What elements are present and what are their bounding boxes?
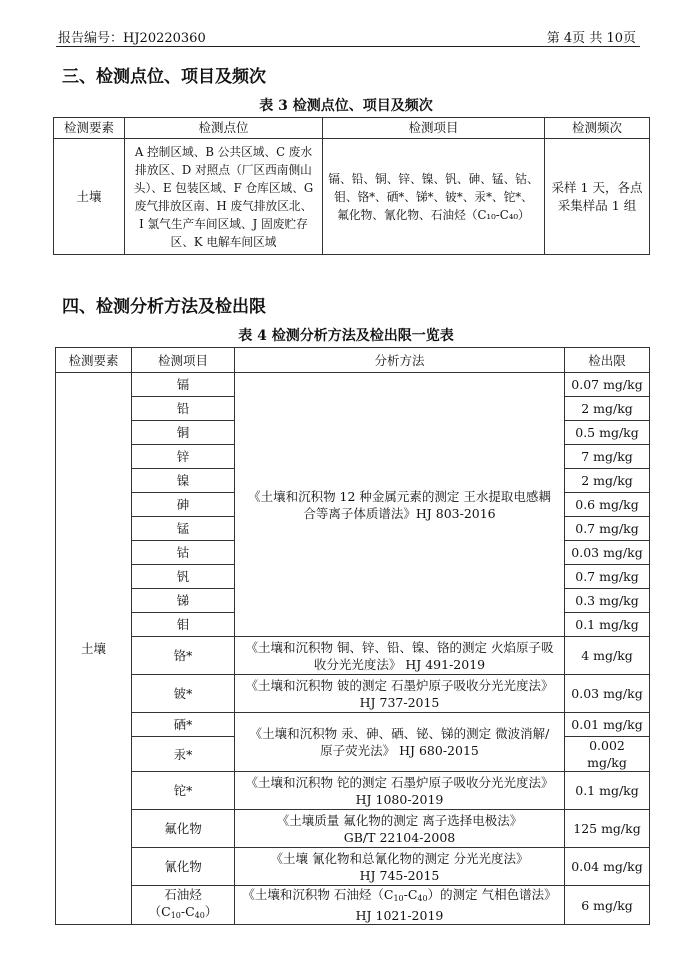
page-header [56, 24, 640, 47]
method-cell: 《土壤质量 氟化物的测定 离子选择电极法》 GB/T 22104-2008 [235, 810, 565, 848]
table-4-caption: 表 4 检测分析方法及检出限一览表 [238, 328, 454, 344]
item-cell: 镉 [132, 373, 235, 397]
section-3-heading: 三、检测点位、项目及频次 [62, 67, 266, 87]
method-cell: 《土壤 氰化物和总氰化物的测定 分光光度法》 HJ 745-2015 [235, 848, 565, 886]
limit-cell: 6 mg/kg [565, 886, 650, 925]
method-cell: 《土壤和沉积物 铊的测定 石墨炉原子吸收分光光度法》 HJ 1080-2019 [235, 772, 565, 810]
limit-cell: 0.5 mg/kg [565, 421, 650, 445]
limit-cell: 0.7 mg/kg [565, 517, 650, 541]
limit-cell: 0.03 mg/kg [565, 675, 650, 713]
limit-cell: 0.6 mg/kg [565, 493, 650, 517]
method-cell: 《土壤和沉积物 12 种金属元素的测定 王水提取电感耦 合等离子体质谱法》HJ 803-2016 [235, 373, 565, 637]
element-cell: 土壤 [56, 373, 132, 925]
limit-cell: 2 mg/kg [565, 469, 650, 493]
limit-cell: 0.03 mg/kg [565, 541, 650, 565]
method-cell: 《土壤和沉积物 铍的测定 石墨炉原子吸收分光光度法》 HJ 737-2015 [235, 675, 565, 713]
table-row [56, 675, 650, 713]
item-cell: 锰 [132, 517, 235, 541]
item-cell: 氟化物 [132, 810, 235, 848]
column-header: 检测项目 [132, 348, 235, 373]
item-cell: 砷 [132, 493, 235, 517]
frequency-cell: 采样 1 天，各点 采集样品 1 组 [545, 139, 650, 255]
items-cell: 镉、铅、铜、锌、镍、钒、砷、锰、钴、 钼、铬*、硒*、锑*、铍*、汞*、铊*、 氟化物、氰化物、石油烃（C₁₀-C₄₀） [323, 139, 545, 255]
item-cell: 氰化物 [132, 848, 235, 886]
column-header: 检测点位 [125, 118, 323, 139]
column-header: 检测要素 [54, 118, 125, 139]
item-cell: 锌 [132, 445, 235, 469]
limit-cell: 0.3 mg/kg [565, 589, 650, 613]
item-cell: 钼 [132, 613, 235, 637]
item-cell: 硒* [132, 713, 235, 737]
table-row [56, 373, 650, 397]
points-cell: A 控制区域、B 公共区域、C 废水 排放区、D 对照点（厂区西南侧山 头）、E 包装区域、F 仓库区域、G 废气排放区南、H 废气排放区北、 I 氯气生产车间区域、J 固废贮存 区、K 电解车间区域 [125, 139, 323, 255]
limit-cell: 4 mg/kg [565, 637, 650, 675]
column-header: 检出限 [565, 348, 650, 373]
item-cell: 镍 [132, 469, 235, 493]
table-3 [53, 117, 650, 255]
limit-cell: 2 mg/kg [565, 397, 650, 421]
item-cell: 锑 [132, 589, 235, 613]
item-cell: 铜 [132, 421, 235, 445]
method-cell: 《土壤和沉积物 石油烃$(C_{10}-C_{40})$的测定 气相色谱法》 HJ 1021-2019 [235, 886, 565, 925]
section-4-heading: 四、检测分析方法及检出限 [62, 297, 266, 317]
report-number: 报告编号：HJ20220360 [58, 31, 206, 46]
item-cell: 铊* [132, 772, 235, 810]
page-number: 第 4页 共 10页 [546, 31, 636, 46]
table-row [56, 886, 650, 925]
element-cell: 土壤 [54, 139, 125, 255]
limit-cell: 7 mg/kg [565, 445, 650, 469]
table-row [56, 848, 650, 886]
item-cell: 钴 [132, 541, 235, 565]
limit-cell: 0.04 mg/kg [565, 848, 650, 886]
column-header: 检测项目 [323, 118, 545, 139]
method-cell: 《土壤和沉积物 汞、砷、硒、铋、锑的测定 微波消解/ 原子荧光法》 HJ 680-2015 [235, 713, 565, 772]
limit-cell: 0.002 mg/kg [565, 737, 650, 772]
column-header: 分析方法 [235, 348, 565, 373]
table-row [54, 139, 650, 255]
column-header: 检测频次 [545, 118, 650, 139]
item-cell: 铅 [132, 397, 235, 421]
table-header-row [54, 118, 650, 139]
item-cell: 铍* [132, 675, 235, 713]
table-3-caption: 表 3 检测点位、项目及频次 [259, 98, 433, 114]
item-cell: 汞* [132, 737, 235, 772]
column-header: 检测要素 [56, 348, 132, 373]
limit-cell: 0.1 mg/kg [565, 772, 650, 810]
table-header-row [56, 348, 650, 373]
limit-cell: 0.7 mg/kg [565, 565, 650, 589]
method-cell: 《土壤和沉积物 铜、锌、铅、镍、铬的测定 火焰原子吸 收分光光度法》 HJ 491-2019 [235, 637, 565, 675]
limit-cell: 0.01 mg/kg [565, 713, 650, 737]
item-cell: 钒 [132, 565, 235, 589]
table-4 [55, 347, 650, 925]
item-cell: 石油烃 $(C_{10}-C_{40})$ [132, 886, 235, 925]
table-row [56, 810, 650, 848]
item-cell: 铬* [132, 637, 235, 675]
table-row [56, 772, 650, 810]
limit-cell: 0.1 mg/kg [565, 613, 650, 637]
limit-cell: 0.07 mg/kg [565, 373, 650, 397]
table-row [56, 713, 650, 737]
limit-cell: 125 mg/kg [565, 810, 650, 848]
table-row [56, 637, 650, 675]
